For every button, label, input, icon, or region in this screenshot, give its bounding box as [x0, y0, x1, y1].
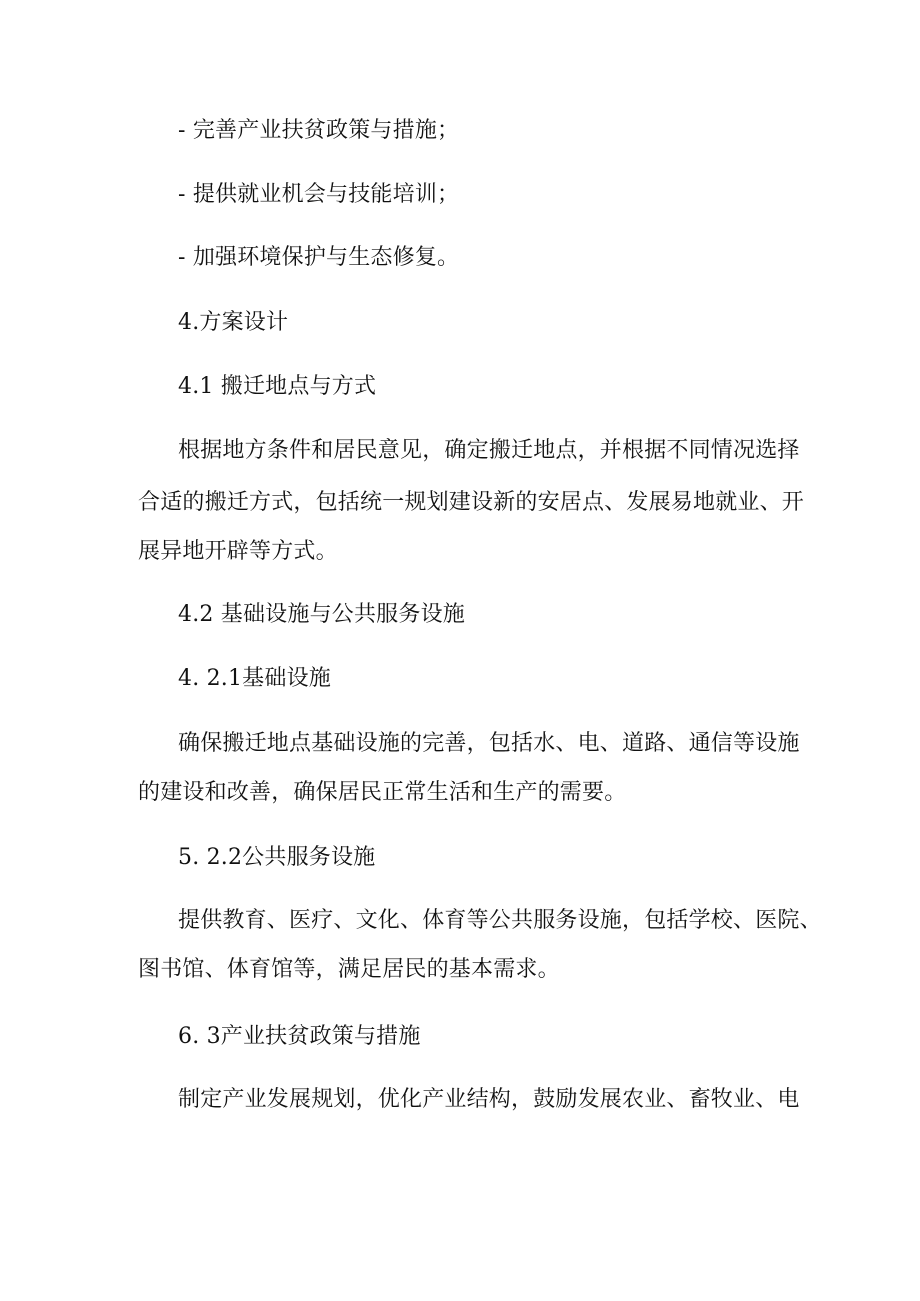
section-heading-4: 4.方案设计: [178, 310, 289, 335]
paragraph-4-1-line-1: 根据地方条件和居民意见，确定搬迁地点，并根据不同情况选择: [178, 438, 800, 463]
paragraph-4-2-1-line-2: 的建设和改善，确保居民正常生活和生产的需要。: [138, 780, 627, 805]
bullet-employment-training: - 提供就业机会与技能培训；: [178, 182, 460, 207]
section-heading-5-2-2: 5. 2.2公共服务设施: [178, 845, 376, 870]
paragraph-5-2-2-line-1: 提供教育、医疗、文化、体育等公共服务设施，包括学校、医院、: [178, 908, 822, 933]
paragraph-4-1-line-2: 合适的搬迁方式，包括统一规划建设新的安居点、发展易地就业、开: [138, 490, 805, 515]
paragraph-5-2-2-line-2: 图书馆、体育馆等，满足居民的基本需求。: [138, 957, 560, 982]
paragraph-6-3-line-1: 制定产业发展规划，优化产业结构，鼓励发展农业、畜牧业、电: [178, 1087, 800, 1112]
section-heading-4-2-1: 4. 2.1基础设施: [178, 666, 331, 691]
bullet-environment-protection: - 加强环境保护与生态修复。: [178, 245, 460, 270]
bullet-industry-policy: - 完善产业扶贫政策与措施；: [178, 118, 460, 143]
paragraph-4-2-1-line-1: 确保搬迁地点基础设施的完善，包括水、电、道路、通信等设施: [178, 731, 800, 756]
section-heading-6-3: 6. 3产业扶贫政策与措施: [178, 1024, 421, 1049]
paragraph-4-1-line-3: 展异地开辟等方式。: [138, 539, 338, 564]
section-heading-4-1: 4.1 搬迁地点与方式: [178, 374, 377, 399]
section-heading-4-2: 4.2 基础设施与公共服务设施: [178, 602, 465, 627]
